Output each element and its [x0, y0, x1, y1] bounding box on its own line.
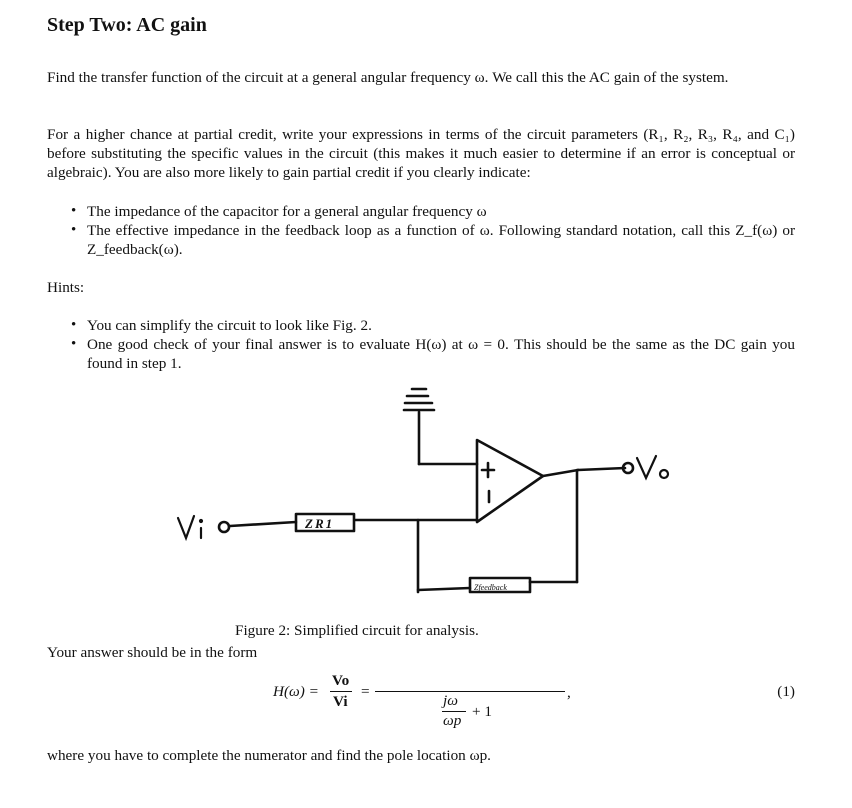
input-wire [230, 522, 296, 526]
eq-den2-sub: ωp [443, 712, 462, 729]
list-item: • You can simplify the circuit to look like Fig. 2. [47, 316, 795, 335]
para1-text: Find the transfer function of the circuit at a general angular frequency ω. We call this the AC gain of the system. [47, 69, 729, 86]
section-heading: Step Two: AC gain [47, 14, 207, 36]
list-item: • The impedance of the capacitor for a general angular frequency ω [47, 202, 795, 221]
eq-comma: , [567, 684, 571, 701]
eq-number: (1) [777, 683, 795, 700]
output-wire [543, 470, 578, 476]
eq-num: Vo [332, 672, 350, 689]
input-terminal-icon [219, 522, 229, 532]
list-item: • The effective impedance in the feedback loop as a function of ω. Following standard notation, call this Z_f(ω) or Z_feedback(ω). [47, 221, 795, 259]
eq-den2-plus: + 1 [472, 703, 492, 720]
eq-den: Vi [333, 693, 348, 710]
list-item: • One good check of your final answer is to evaluate H(ω) at ω = 0. This should be the same as the DC gain you found in step 1. [47, 335, 795, 373]
eq-frac-bar-1 [330, 691, 352, 692]
answer-intro: Your answer should be in the form [47, 644, 258, 661]
eq-frac-bar-2 [375, 691, 565, 692]
vi-label [178, 516, 202, 538]
output-wire-2 [578, 468, 625, 470]
closing-paragraph: where you have to complete the numerator and find the pole location ωp. [47, 747, 491, 764]
figure-caption: Figure 2: Simplified circuit for analysis. [235, 622, 479, 639]
feedback-bottom-left [418, 588, 470, 590]
zr1-label: ZR1 [305, 516, 335, 531]
eq-lhs: H(ω) = [273, 683, 319, 700]
vo-label [637, 456, 668, 478]
hints-label-text: Hints: [47, 279, 85, 296]
opamp-triangle [477, 440, 543, 522]
eq-equals-2: = [361, 683, 370, 700]
zfeedback-label: Zfeedback [474, 583, 507, 592]
equation-block [47, 672, 795, 742]
eq-den2-main: jω [443, 692, 458, 709]
para2-text: For a higher chance at partial credit, write your expressions in terms of the circuit parameters (R₁, R₂, R₃, R₄, and C₁) before substituting the specific values in the circuit (this makes it much easier to determine if an error is conceptual or algebraic). You are also more likely to gain partial credit if you clearly indicate: [47, 126, 795, 181]
